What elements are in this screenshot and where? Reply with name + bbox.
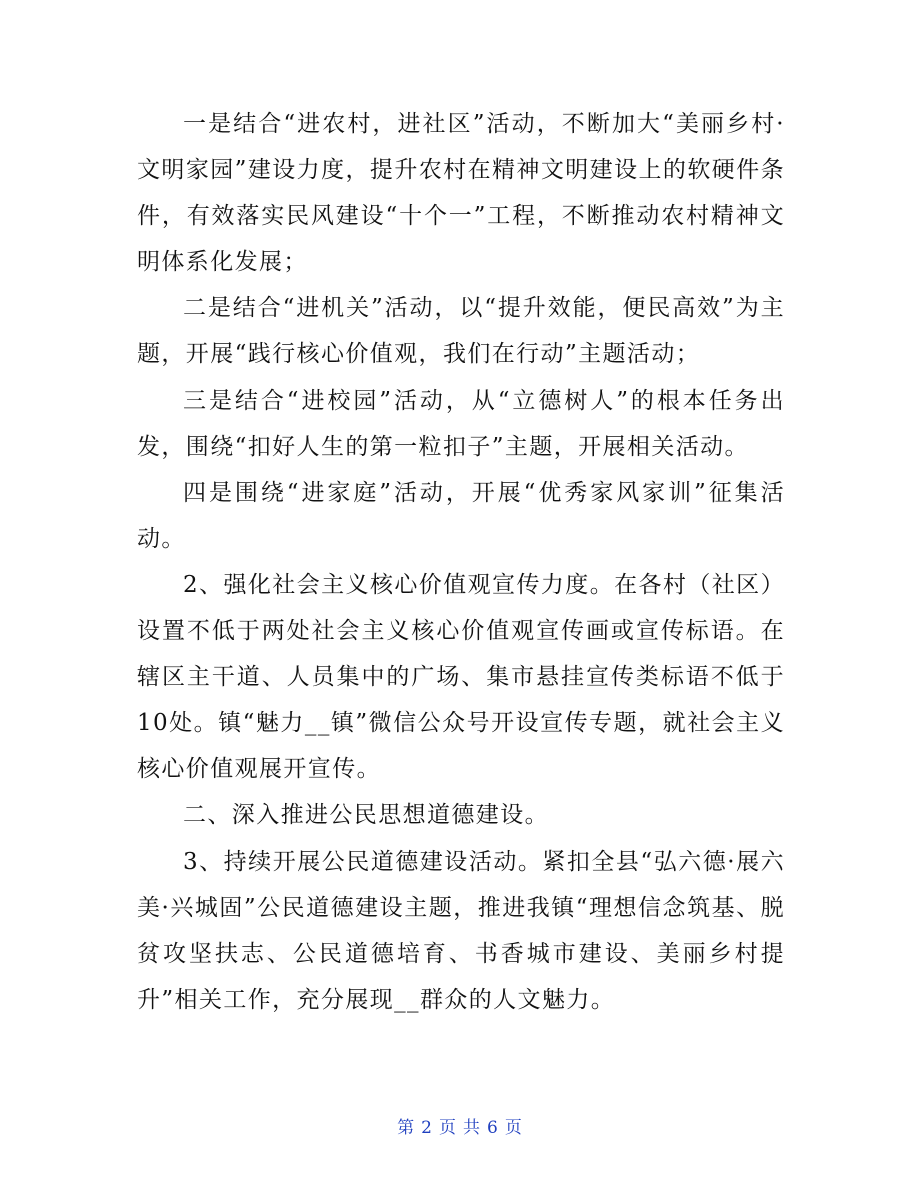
- paragraph-campus: 三是结合“进校园”活动，从“立德树人”的根本任务出发，围绕“扣好人生的第一粒扣子”主题，开展相关活动。: [137, 387, 785, 460]
- current-page-number: 2: [421, 1118, 433, 1138]
- footer-prefix: 第: [397, 1118, 416, 1138]
- footer-total-prefix: 共: [463, 1118, 481, 1138]
- document-body: [137, 101, 785, 1023]
- footer-page-label: 页: [439, 1118, 457, 1138]
- paragraph-core-values-publicity: 2、强化社会主义核心价值观宣传力度。在各村（社区）设置不低于两处社会主义核心价值观宣传画或宣传标语。在辖区主干道、人员集中的广场、集市悬挂宣传类标语不低于10处。镇“魅力__镇”微信公众号开设宣传专题，就社会主义核心价值观展开宣传。: [137, 571, 785, 783]
- total-pages-number: 6: [487, 1118, 499, 1138]
- paragraph-rural: 一是结合“进农村，进社区”活动，不断加大“美丽乡村·文明家园”建设力度，提升农村在精神文明建设上的软硬件条件，有效落实民风建设“十个一”工程，不断推动农村精神文明体系化发展；: [137, 111, 785, 276]
- page-number-footer: [0, 1113, 920, 1138]
- paragraph-civic-morality-activities: 3、持续开展公民道德建设活动。紧扣全县“弘六德·展六美·兴城固”公民道德建设主题，推进我镇“理想信念筑基、脱贫攻坚扶志、公民道德培育、书香城市建设、美丽乡村提升”相关工作，充分展现__群众的人文魅力。: [137, 848, 785, 1013]
- paragraph-family: 四是围绕“进家庭”活动，开展“优秀家风家训”征集活动。: [137, 479, 785, 552]
- section-heading-civic-morality: 二、深入推进公民思想道德建设。: [183, 802, 549, 829]
- paragraph-government-offices: 二是结合“进机关”活动，以“提升效能，便民高效”为主题，开展“践行核心价值观，我们在行动”主题活动；: [137, 295, 785, 368]
- footer-total-suffix: 页: [504, 1118, 523, 1138]
